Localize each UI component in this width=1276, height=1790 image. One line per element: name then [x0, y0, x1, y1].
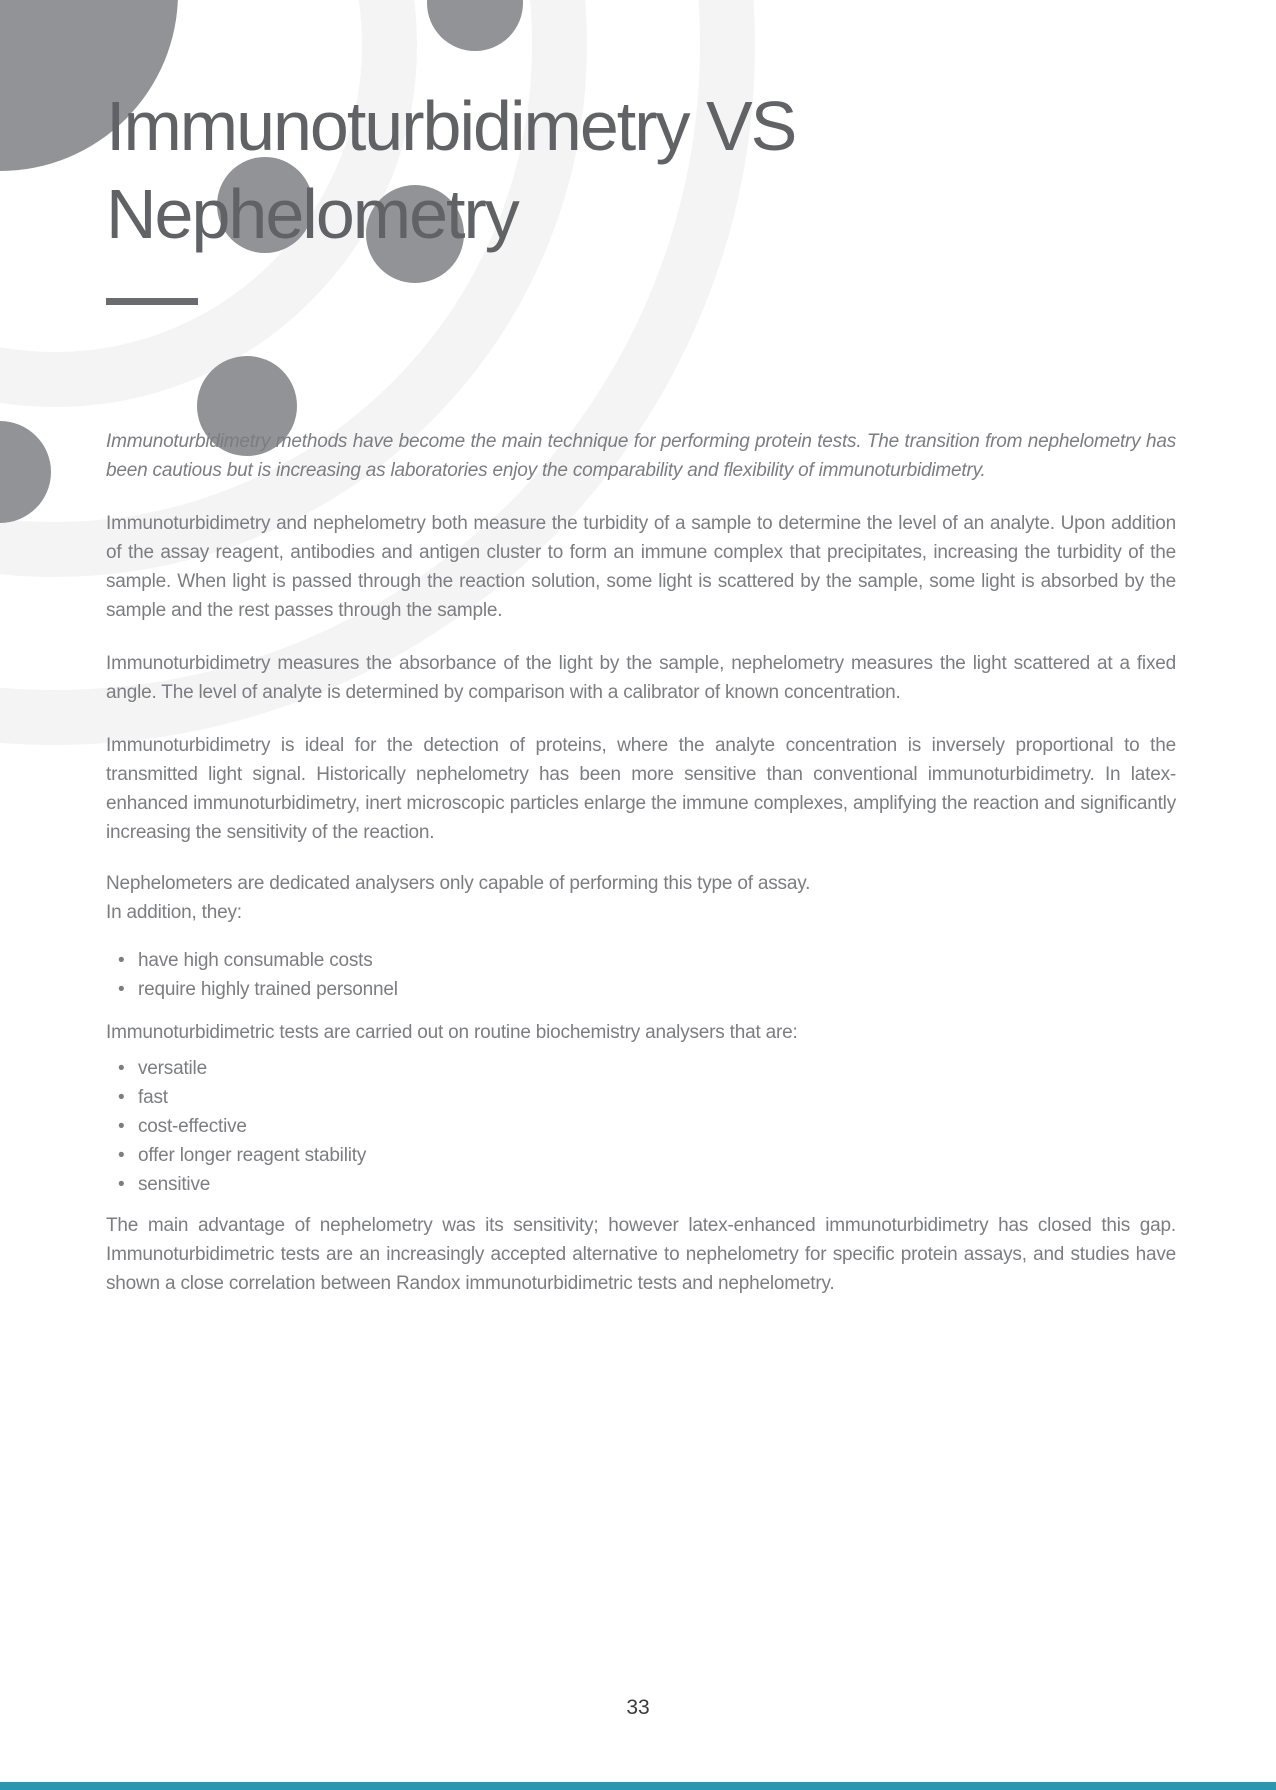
bullet-item: • versatile — [112, 1054, 1176, 1083]
paragraph-closing: The main advantage of nephelometry was its sensitivity; however latex-enhanced immunoturbidimetry has closed this gap. Immunoturbidimetric tests are an increasingly accepted alternative to nephelometry for specific protein assays, and studies have shown a close correlation between Randox immunoturbidimetric tests and nephelometry. — [106, 1215, 1176, 1294]
body-copy — [106, 427, 1176, 1298]
page-title — [106, 82, 1176, 258]
paragraph-absorbance: Immunoturbidimetry measures the absorbance of the light by the sample, nephelometry measures the light scattered at a fixed angle. The level of analyte is determined by comparison with a calibrator of known concentration. — [106, 653, 1176, 703]
bullet-list-nephelometers — [106, 946, 1176, 1004]
bullet-item: • have high consumable costs — [112, 946, 1176, 975]
page-number: 33 — [626, 1696, 650, 1719]
bullet-item: • sensitive — [112, 1170, 1176, 1199]
nephelometers-line2: In addition, they: — [106, 902, 242, 923]
footer-accent-bar — [0, 1782, 1276, 1790]
bullet-item: • cost-effective — [112, 1112, 1176, 1141]
nephelometers-line1: Nephelometers are dedicated analysers only capable of performing this type of assay. — [106, 873, 811, 894]
bullet-list-immunoturbidimetric — [106, 1054, 1176, 1199]
page-title-line2: Nephelometry — [106, 175, 518, 253]
title-rule — [106, 298, 198, 305]
bullet-item: • require highly trained personnel — [112, 975, 1176, 1004]
intro-paragraph: Immunoturbidimetry methods have become the main technique for performing protein tests. The transition from nephelometry has been cautious but is increasing as laboratories enjoy the comparability and flexibility of immunoturbidimetry. — [106, 431, 1176, 481]
paragraph-measure-turbidity: Immunoturbidimetry and nephelometry both measure the turbidity of a sample to determine the level of an analyte. Upon addition of the assay reagent, antibodies and antigen cluster to form an immune complex that precipitates, increasing the turbidity of the sample. When light is passed through the reaction solution, some light is scattered by the sample, some light is absorbed by the sample and the rest passes through the sample. — [106, 513, 1176, 621]
paragraph-detection-proteins: Immunoturbidimetry is ideal for the detection of proteins, where the analyte concentration is inversely proportional to the transmitted light signal. Historically nephelometry has been more sensitive than conventional immunoturbidimetry. In latex-enhanced immunoturbidimetry, inert microscopic particles enlarge the immune complexes, amplifying the reaction and significantly increasing the sensitivity of the reaction. — [106, 735, 1176, 843]
paragraph-immunoturbidimetric-intro: Immunoturbidimetric tests are carried out on routine biochemistry analysers that are: — [106, 1022, 798, 1043]
bullet-item: • fast — [112, 1083, 1176, 1112]
page-title-line1: Immunoturbidimetry VS — [106, 87, 796, 165]
bullet-item: • offer longer reagent stability — [112, 1141, 1176, 1170]
